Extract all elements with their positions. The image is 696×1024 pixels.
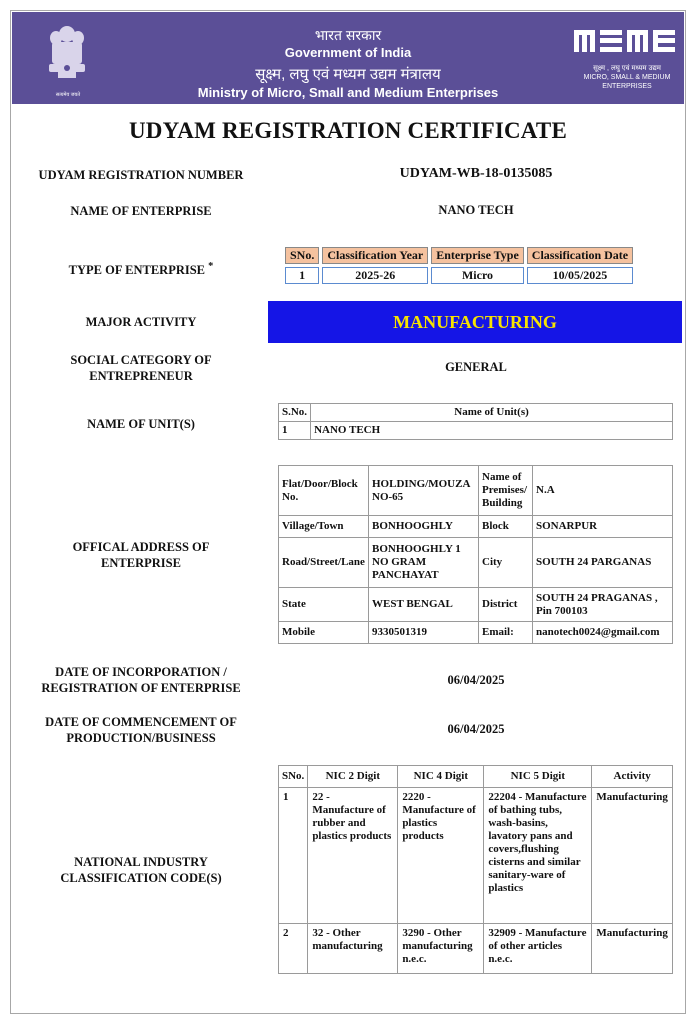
units-cell-name: NANO TECH [311, 422, 673, 440]
table-row [285, 267, 633, 284]
type-header-sno: SNo. [285, 247, 319, 264]
emblem-caption: सत्यमेव जयते [55, 92, 81, 98]
nic-cell-sno: 1 [279, 788, 308, 924]
nic-cell-4digit: 2220 - Manufacture of plastics products [398, 788, 484, 924]
nic-cell-activity: Manufacturing [592, 788, 673, 924]
type-cell-sno: 1 [285, 267, 319, 284]
nic-label-line1: NATIONAL INDUSTRY [74, 855, 208, 869]
units-cell-sno: 1 [279, 422, 311, 440]
major-activity-value: MANUFACTURING [268, 301, 682, 343]
address-label-line2: ENTERPRISE [101, 556, 181, 570]
units-header-name: Name of Unit(s) [311, 404, 673, 422]
address-key: Village/Town [279, 516, 369, 538]
incorporation-label-line1: DATE OF INCORPORATION / [55, 665, 227, 679]
enterprise-type-asterisk: * [208, 261, 214, 272]
nic-cell-4digit: 3290 - Other manufacturing n.e.c. [398, 924, 484, 974]
nic-cell-5digit: 22204 - Manufacture of bathing tubs, wash-basins, lavatory pans and covers,flushing cisterns and similar sanitary-ware of plastics [484, 788, 592, 924]
address-key: State [279, 588, 369, 622]
nic-cell-2digit: 22 - Manufacture of rubber and plastics products [308, 788, 398, 924]
address-value: SOUTH 24 PRAGANAS , Pin 700103 [533, 588, 673, 622]
address-value: SOUTH 24 PARGANAS [533, 538, 673, 588]
nic-header-2digit: NIC 2 Digit [308, 766, 398, 788]
table-row [279, 622, 673, 644]
units-table [278, 403, 673, 440]
type-header-year: Classification Year [322, 247, 428, 264]
enterprise-name-label: NAME OF ENTERPRISE [70, 204, 212, 218]
type-cell-type: Micro [431, 267, 524, 284]
units-header-sno: S.No. [279, 404, 311, 422]
address-key: Flat/Door/Block No. [279, 466, 369, 516]
incorporation-date: 06/04/2025 [447, 673, 505, 687]
nic-label-line2: CLASSIFICATION CODE(S) [60, 871, 222, 885]
address-value: 9330501319 [369, 622, 479, 644]
address-value: N.A [533, 466, 673, 516]
registration-number-value: UDYAM-WB-18-0135085 [399, 166, 553, 181]
address-value: SONARPUR [533, 516, 673, 538]
table-row [279, 538, 673, 588]
table-row [279, 788, 673, 924]
address-value: HOLDING/MOUZA NO-65 [369, 466, 479, 516]
address-key: City [479, 538, 533, 588]
government-of-india: Government of India [284, 45, 412, 60]
social-category-label [18, 352, 264, 384]
nic-header-sno: SNo. [279, 766, 308, 788]
address-key: Road/Street/Lane [279, 538, 369, 588]
incorporation-label-line2: REGISTRATION OF ENTERPRISE [41, 681, 241, 695]
enterprise-type-table [282, 244, 636, 287]
nic-cell-activity: Manufacturing [592, 924, 673, 974]
certificate-title: UDYAM REGISTRATION CERTIFICATE [128, 118, 567, 143]
msme-logo-english: MICRO, SMALL & MEDIUM ENTERPRISES [583, 74, 671, 90]
units-label: NAME OF UNIT(S) [87, 417, 195, 431]
table-row [279, 924, 673, 974]
enterprise-type-label-text: TYPE OF ENTERPRISE [68, 263, 206, 278]
address-key: Email: [479, 622, 533, 644]
hindi-ministry-line: सूक्ष्म, लघु एवं मध्यम उद्यम मंत्रालय [255, 66, 441, 83]
type-header-type: Enterprise Type [431, 247, 524, 264]
incorporation-label [18, 664, 264, 696]
msme-logo-hindi: सूक्ष्म , लघु एवं मध्यम उद्यम [593, 65, 661, 72]
major-activity-label: MAJOR ACTIVITY [85, 315, 197, 329]
address-value: BONHOOGHLY [369, 516, 479, 538]
table-row [279, 422, 673, 440]
type-cell-year: 2025-26 [322, 267, 428, 284]
address-key: Name of Premises/ Building [479, 466, 533, 516]
government-header [12, 12, 684, 104]
address-value: WEST BENGAL [369, 588, 479, 622]
nic-header-5digit: NIC 5 Digit [484, 766, 592, 788]
commencement-label-line2: PRODUCTION/BUSINESS [66, 731, 216, 745]
nic-label [18, 854, 264, 886]
social-category-label-line2: ENTREPRENEUR [89, 369, 193, 383]
type-header-date: Classification Date [527, 247, 633, 264]
type-cell-date: 10/05/2025 [527, 267, 633, 284]
address-key: Block [479, 516, 533, 538]
table-row [279, 466, 673, 516]
commencement-label-line1: DATE OF COMMENCEMENT OF [45, 715, 237, 729]
msme-logo-caption [568, 64, 686, 91]
address-email: nanotech0024@gmail.com [533, 622, 673, 644]
table-row [279, 588, 673, 622]
commencement-label [18, 714, 264, 746]
social-category-label-line1: SOCIAL CATEGORY OF [70, 353, 212, 367]
enterprise-type-label [18, 259, 264, 278]
address-label-line1: OFFICAL ADDRESS OF [72, 540, 210, 554]
nic-header-4digit: NIC 4 Digit [398, 766, 484, 788]
nic-cell-sno: 2 [279, 924, 308, 974]
ministry-name: Ministry of Micro, Small and Medium Enterprises [197, 85, 499, 100]
hindi-government-line: भारत सरकार [314, 27, 382, 43]
address-key: Mobile [279, 622, 369, 644]
address-value: BONHOOGHLY 1 NO GRAM PANCHAYAT [369, 538, 479, 588]
enterprise-name-value: NANO TECH [438, 203, 514, 217]
address-table [278, 465, 673, 644]
national-emblem-icon [44, 22, 90, 94]
nic-cell-5digit: 32909 - Manufacture of other articles n.e.c. [484, 924, 592, 974]
address-label [18, 539, 264, 571]
nic-cell-2digit: 32 - Other manufacturing [308, 924, 398, 974]
nic-header-activity: Activity [592, 766, 673, 788]
commencement-date: 06/04/2025 [447, 722, 505, 736]
msme-logo-icon [572, 24, 682, 60]
social-category-value: GENERAL [445, 360, 507, 374]
nic-table [278, 765, 673, 974]
table-row [279, 516, 673, 538]
registration-number-label: UDYAM REGISTRATION NUMBER [38, 168, 244, 182]
address-key: District [479, 588, 533, 622]
